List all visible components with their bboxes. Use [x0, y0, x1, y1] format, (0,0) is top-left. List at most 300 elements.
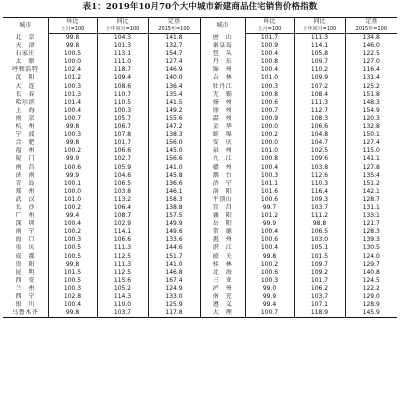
cell-fixed: 125.2 — [345, 83, 397, 91]
cell-city: 青 岛 — [3, 180, 48, 188]
cell-mom: 100.8 — [260, 90, 279, 98]
cell-city: 扬 州 — [200, 99, 245, 107]
cell-fixed: 132.7 — [148, 42, 200, 50]
cell-yoy: 103.8 — [294, 164, 345, 172]
table-row — [3, 269, 397, 277]
cell-yoy: 110.3 — [294, 180, 345, 188]
cell-fixed: 146.9 — [148, 66, 200, 74]
cell-mom: 99.8 — [65, 42, 80, 50]
cell-fixed: 115.0 — [345, 147, 397, 155]
cell-yoy: 106.2 — [294, 285, 345, 293]
cell-city: 湛 江 — [200, 244, 245, 252]
cell-yoy: 112.7 — [294, 107, 345, 115]
cell-mom: 102.8 — [63, 293, 82, 300]
table-row — [3, 277, 397, 285]
cell-yoy: 106.6 — [294, 123, 345, 131]
cell-yoy: 109.7 — [294, 261, 345, 269]
cell-yoy: 107.1 — [294, 301, 345, 309]
cell-mom: 99.8 — [48, 309, 97, 318]
cell-yoy: 111.3 — [97, 244, 148, 252]
table-row — [3, 301, 397, 309]
cell-yoy: 110.0 — [97, 301, 148, 309]
cell-yoy: 108.3 — [294, 115, 345, 123]
cell-mom: 100.4 — [260, 244, 279, 252]
cell-fixed: 125.9 — [148, 301, 200, 309]
cell-mom: 100.5 — [63, 50, 82, 58]
table-row — [3, 212, 397, 220]
cell-mom: 100.4 — [260, 163, 279, 171]
cell-fixed: 139.3 — [345, 236, 397, 244]
cell-fixed: 154.9 — [345, 107, 397, 115]
cell-city: 南 昌 — [3, 164, 48, 172]
cell-city: 重 庆 — [3, 244, 48, 252]
cell-city: 西 安 — [3, 277, 48, 285]
cell-city: 丹 东 — [200, 58, 245, 66]
cell-fixed: 138.3 — [148, 131, 200, 139]
cell-mom: 99.8 — [65, 260, 80, 268]
table-row — [3, 91, 397, 99]
cell-mom: 101.3 — [63, 90, 82, 98]
cell-city: 厦 门 — [3, 155, 48, 163]
table-title: 表1：2019年10月70个大中城市新建商品住宅销售价格指数 — [82, 2, 318, 12]
cell-fixed: 149.6 — [148, 228, 200, 236]
cell-yoy: 106.5 — [97, 180, 148, 188]
cell-yoy: 114.1 — [294, 42, 345, 50]
cell-mom: 101.4 — [63, 98, 82, 106]
cell-mom: 101.0 — [260, 74, 279, 82]
cell-fixed: 146.1 — [148, 188, 200, 196]
cell-yoy: 105.7 — [97, 115, 148, 123]
cell-fixed: 147.2 — [148, 123, 200, 131]
table-row — [3, 107, 397, 115]
table-row — [3, 220, 397, 228]
cell-city: 泉 州 — [200, 147, 245, 155]
cell-city: 福 州 — [3, 147, 48, 155]
cell-yoy: 106.6 — [97, 147, 148, 155]
cell-fixed: 128.3 — [345, 228, 397, 236]
table-row — [3, 99, 397, 107]
cell-fixed: 130.5 — [345, 244, 397, 252]
cell-city: 长 沙 — [3, 204, 48, 212]
cell-fixed: 149.2 — [148, 107, 200, 115]
cell-mom: 99.9 — [65, 171, 80, 179]
cell-city: 哈尔滨 — [3, 99, 48, 107]
cell-fixed: 127.8 — [345, 164, 397, 172]
cell-yoy: 110.2 — [294, 66, 345, 74]
cell-city: 上 海 — [3, 107, 48, 115]
cell-city: 烟 台 — [200, 172, 245, 180]
cell-city: 深 圳 — [3, 220, 48, 228]
cell-mom: 100.2 — [260, 260, 279, 268]
cell-fixed: 140.8 — [345, 269, 397, 277]
cell-yoy: 112.6 — [294, 172, 345, 180]
table-row — [3, 131, 397, 139]
cell-city: 长 春 — [3, 91, 48, 99]
cell-city: 武 汉 — [3, 196, 48, 204]
cell-fixed: 145.9 — [345, 309, 397, 318]
cell-city: 天 津 — [3, 42, 48, 50]
cell-yoy: 113.1 — [97, 50, 148, 58]
cell-yoy: 115.6 — [97, 277, 148, 285]
cell-city: 襄 阳 — [200, 212, 245, 220]
table-body — [3, 34, 397, 318]
cell-fixed: 135.4 — [345, 172, 397, 180]
cell-city: 岳 阳 — [200, 220, 245, 228]
cell-mom: 99.8 — [65, 34, 80, 41]
cell-fixed: 129.0 — [345, 293, 397, 301]
cell-mom: 100.4 — [260, 50, 279, 58]
cell-mom: 99.9 — [65, 155, 80, 163]
cell-yoy: 118.9 — [294, 309, 345, 318]
cell-city: 大 连 — [3, 83, 48, 91]
table-row — [3, 115, 397, 123]
cell-mom: 100.7 — [63, 114, 82, 122]
cell-city: 济 南 — [3, 172, 48, 180]
table-row — [3, 66, 397, 74]
cell-mom: 100.4 — [260, 228, 279, 236]
cell-yoy: 104.3 — [97, 34, 148, 43]
cell-city: 银 川 — [3, 301, 48, 309]
header-fixed: 定基 — [345, 18, 397, 27]
header-fixed: 定基 — [148, 18, 200, 27]
cell-yoy: 105.1 — [294, 244, 345, 252]
cell-city: 兰 州 — [3, 285, 48, 293]
cell-fixed: 127.0 — [345, 58, 397, 66]
cell-yoy: 111.3 — [294, 34, 345, 43]
cell-yoy: 101.7 — [294, 277, 345, 285]
cell-fixed: 151.2 — [345, 180, 397, 188]
cell-fixed: 151.8 — [345, 91, 397, 99]
cell-city: 徐 州 — [200, 107, 245, 115]
cell-mom: 101.7 — [260, 34, 279, 41]
cell-city: 吉 林 — [200, 74, 245, 82]
cell-city: 遵 义 — [200, 301, 245, 309]
cell-city: 温 州 — [200, 115, 245, 123]
cell-city: 西 宁 — [3, 293, 48, 301]
cell-mom: 99.8 — [262, 252, 277, 260]
cell-fixed: 135.4 — [148, 91, 200, 99]
cell-city: 韶 关 — [200, 253, 245, 261]
cell-mom: 100.6 — [260, 195, 279, 203]
cell-city: 太 原 — [3, 58, 48, 66]
cell-mom: 100.0 — [260, 123, 279, 131]
cell-fixed: 167.4 — [148, 277, 200, 285]
cell-mom: 100.6 — [260, 98, 279, 106]
cell-mom: 100.4 — [63, 106, 82, 114]
cell-city: 宜 昌 — [200, 204, 245, 212]
header-yoy: 同比 — [97, 18, 148, 27]
table-header — [3, 18, 397, 34]
cell-fixed: 122.5 — [345, 50, 397, 58]
cell-yoy: 106.7 — [97, 123, 148, 131]
cell-mom: 99.9 — [262, 220, 277, 228]
cell-fixed: 156.0 — [148, 139, 200, 147]
cell-fixed: 127.4 — [345, 139, 397, 147]
header-fixed-base: 2015年=100 — [148, 26, 200, 34]
cell-mom: 100.4 — [260, 66, 279, 74]
cell-yoy: 104.6 — [97, 172, 148, 180]
cell-mom: 101.0 — [260, 147, 279, 155]
cell-fixed: 128.9 — [345, 301, 397, 309]
cell-yoy: 102.9 — [97, 220, 148, 228]
cell-city: 昆 明 — [3, 269, 48, 277]
cell-city: 包 头 — [200, 50, 245, 58]
cell-yoy: 110.5 — [97, 99, 148, 107]
cell-mom: 100.0 — [63, 58, 82, 66]
cell-mom: 101.0 — [63, 195, 82, 203]
cell-fixed: 155.6 — [148, 115, 200, 123]
cell-fixed: 140.0 — [148, 74, 200, 82]
cell-yoy: 111.3 — [97, 261, 148, 269]
cell-city: 沈 阳 — [3, 74, 48, 82]
cell-mom: 100.3 — [63, 131, 82, 139]
table-row — [3, 261, 397, 269]
cell-city: 呼和浩特 — [3, 66, 48, 74]
table-row — [3, 293, 397, 301]
cell-fixed: 146.8 — [148, 269, 200, 277]
cell-mom: 100.9 — [260, 114, 279, 122]
cell-yoy: 109.4 — [97, 74, 148, 82]
cell-yoy: 98.8 — [294, 220, 345, 228]
cell-mom: 100.3 — [260, 82, 279, 90]
table-row — [3, 155, 397, 163]
header-city: 城市 — [3, 18, 48, 34]
cell-mom: 100.4 — [63, 220, 82, 228]
cell-yoy: 103.7 — [294, 293, 345, 301]
header-city: 城市 — [200, 18, 245, 34]
cell-mom: 101.2 — [260, 212, 279, 220]
cell-mom: 99.8 — [65, 123, 80, 131]
cell-yoy: 116.4 — [294, 188, 345, 196]
cell-city: 安 庆 — [200, 139, 245, 147]
cell-fixed: 141.0 — [148, 261, 200, 269]
cell-yoy: 106.5 — [294, 228, 345, 236]
cell-fixed: 150.1 — [345, 131, 397, 139]
cell-city: 南 充 — [200, 293, 245, 301]
cell-mom: 101.1 — [260, 179, 279, 187]
table-row — [3, 123, 397, 131]
table-row — [3, 74, 397, 82]
cell-mom: 100.9 — [260, 42, 279, 50]
table-row — [3, 180, 397, 188]
cell-yoy: 112.5 — [97, 253, 148, 261]
cell-yoy: 107.2 — [294, 83, 345, 91]
cell-yoy: 103.8 — [97, 188, 148, 196]
cell-city: 蚌 埠 — [200, 131, 245, 139]
cell-city: 九 江 — [200, 155, 245, 163]
cell-mom: 100.3 — [63, 236, 82, 244]
cell-mom: 100.2 — [63, 203, 82, 211]
cell-fixed: 131.4 — [345, 74, 397, 82]
cell-yoy: 108.6 — [97, 83, 148, 91]
cell-mom: 100.0 — [260, 139, 279, 147]
cell-fixed: 129.7 — [345, 261, 397, 269]
cell-city: 锦 州 — [200, 66, 245, 74]
cell-mom: 100.8 — [260, 58, 279, 66]
cell-yoy: 112.5 — [97, 269, 148, 277]
cell-yoy: 109.6 — [294, 155, 345, 163]
cell-mom: 100.7 — [260, 106, 279, 114]
cell-yoy: 103.7 — [97, 309, 148, 318]
cell-mom: 100.4 — [63, 301, 82, 309]
cell-mom: 100.0 — [63, 187, 82, 195]
cell-yoy: 114.1 — [97, 228, 148, 236]
cell-city: 乌鲁木齐 — [3, 309, 48, 318]
cell-yoy: 106.4 — [97, 204, 148, 212]
cell-city: 海 口 — [3, 236, 48, 244]
cell-city: 平顶山 — [200, 196, 245, 204]
cell-yoy: 102.5 — [294, 147, 345, 155]
cell-yoy: 101.5 — [294, 253, 345, 261]
cell-mom: 100.3 — [260, 276, 279, 284]
cell-city: 广 州 — [3, 212, 48, 220]
cell-city: 桂 林 — [200, 261, 245, 269]
cell-mom: 100.7 — [245, 309, 294, 318]
cell-fixed: 124.0 — [345, 253, 397, 261]
cell-yoy: 109.3 — [294, 196, 345, 204]
table-row — [3, 50, 397, 58]
table-row — [3, 244, 397, 252]
cell-yoy: 106.6 — [97, 236, 148, 244]
cell-fixed: 146.0 — [345, 42, 397, 50]
cell-city: 北 海 — [200, 269, 245, 277]
table-row — [3, 228, 397, 236]
cell-fixed: 120.3 — [345, 115, 397, 123]
table-row — [3, 83, 397, 91]
cell-yoy: 103.0 — [294, 236, 345, 244]
cell-mom: 101.5 — [63, 268, 82, 276]
table-row — [3, 236, 397, 244]
cell-fixed: 157.5 — [148, 212, 200, 220]
header-yoy-base: 上年同月=100 — [294, 26, 345, 34]
cell-fixed: 141.1 — [345, 155, 397, 163]
cell-city: 宁 波 — [3, 131, 48, 139]
cell-mom: 100.5 — [63, 244, 82, 252]
header-mom-base: 上月=100 — [245, 26, 294, 34]
cell-fixed: 156.6 — [148, 155, 200, 163]
cell-yoy: 101.7 — [97, 139, 148, 147]
cell-yoy: 107.8 — [97, 131, 148, 139]
cell-yoy: 104.8 — [294, 131, 345, 139]
table-row — [3, 58, 397, 66]
cell-yoy: 100.3 — [97, 107, 148, 115]
cell-fixed: 132.8 — [345, 123, 397, 131]
cell-yoy: 108.4 — [294, 91, 345, 99]
cell-fixed: 124.5 — [345, 277, 397, 285]
cell-yoy: 105.2 — [97, 285, 148, 293]
cell-city: 常 德 — [200, 228, 245, 236]
header-mom-base: 上月=100 — [48, 26, 97, 34]
cell-mom: 100.6 — [260, 268, 279, 276]
cell-fixed: 141.0 — [148, 164, 200, 172]
cell-city: 唐 山 — [200, 34, 245, 43]
cell-yoy: 109.2 — [294, 269, 345, 277]
cell-yoy: 102.7 — [97, 155, 148, 163]
header-yoy-base: 上年同月=100 — [97, 26, 148, 34]
cell-fixed: 145.8 — [148, 172, 200, 180]
cell-mom: 100.2 — [260, 131, 279, 139]
cell-fixed: 134.8 — [345, 34, 397, 43]
cell-fixed: 145.0 — [148, 147, 200, 155]
cell-mom: 99.4 — [65, 212, 80, 220]
table-row — [3, 188, 397, 196]
cell-mom: 100.3 — [63, 284, 82, 292]
cell-yoy: 118.7 — [97, 66, 148, 74]
cell-mom: 99.9 — [262, 293, 277, 300]
header-fixed-base: 2015年=100 — [345, 26, 397, 34]
cell-mom: 99.7 — [262, 203, 277, 211]
cell-city: 贵 阳 — [3, 261, 48, 269]
cell-mom: 100.8 — [260, 155, 279, 163]
cell-city: 杭 州 — [3, 123, 48, 131]
cell-mom: 100.1 — [63, 179, 82, 187]
cell-mom: 99.4 — [262, 301, 277, 309]
cell-city: 石家庄 — [3, 50, 48, 58]
header-mom: 环比 — [48, 18, 97, 27]
cell-city: 南 宁 — [3, 228, 48, 236]
cell-city: 洛 阳 — [200, 188, 245, 196]
cell-yoy: 103.7 — [294, 204, 345, 212]
cell-fixed: 131.1 — [345, 204, 397, 212]
table-row — [3, 42, 397, 50]
cell-yoy: 105.8 — [294, 50, 345, 58]
cell-city: 惠 州 — [200, 236, 245, 244]
cell-fixed: 142.1 — [345, 188, 397, 196]
cell-city: 三 亚 — [200, 277, 245, 285]
cell-mom: 100.6 — [260, 236, 279, 244]
cell-mom: 102.4 — [63, 66, 82, 74]
cell-mom: 101.6 — [260, 187, 279, 195]
cell-mom: 100.5 — [63, 252, 82, 260]
table-row — [3, 172, 397, 180]
cell-fixed: 158.3 — [148, 196, 200, 204]
cell-fixed: 154.7 — [148, 50, 200, 58]
cell-city: 济 宁 — [200, 180, 245, 188]
cell-fixed: 149.9 — [148, 220, 200, 228]
cell-city: 赣 州 — [200, 164, 245, 172]
cell-fixed: 148.3 — [345, 99, 397, 107]
cell-yoy: 105.9 — [97, 164, 148, 172]
cell-yoy: 113.2 — [97, 196, 148, 204]
cell-fixed: 133.1 — [345, 212, 397, 220]
table-row — [3, 285, 397, 293]
cell-fixed: 127.4 — [148, 58, 200, 66]
cell-fixed: 128.7 — [345, 196, 397, 204]
cell-yoy: 109.7 — [294, 58, 345, 66]
cell-fixed: 136.4 — [148, 83, 200, 91]
cell-city: 成 都 — [3, 253, 48, 261]
cell-fixed: 136.6 — [148, 180, 200, 188]
cell-yoy: 110.7 — [97, 91, 148, 99]
cell-city: 大 理 — [200, 309, 245, 318]
cell-yoy: 114.3 — [97, 293, 148, 301]
cell-city: 北 京 — [3, 34, 48, 43]
table-row — [3, 204, 397, 212]
cell-city: 秦皇岛 — [200, 42, 245, 50]
cell-yoy: 109.9 — [294, 74, 345, 82]
cell-city: 合 肥 — [3, 139, 48, 147]
table-row — [3, 196, 397, 204]
cell-fixed: 133.6 — [148, 236, 200, 244]
cell-fixed: 117.8 — [148, 309, 200, 318]
price-index-table — [3, 17, 397, 318]
table-row — [3, 34, 397, 43]
table-row — [3, 253, 397, 261]
table-row — [3, 309, 397, 318]
cell-mom: 99.0 — [262, 284, 277, 292]
header-yoy: 同比 — [294, 18, 345, 27]
cell-city: 牡丹江 — [200, 83, 245, 91]
